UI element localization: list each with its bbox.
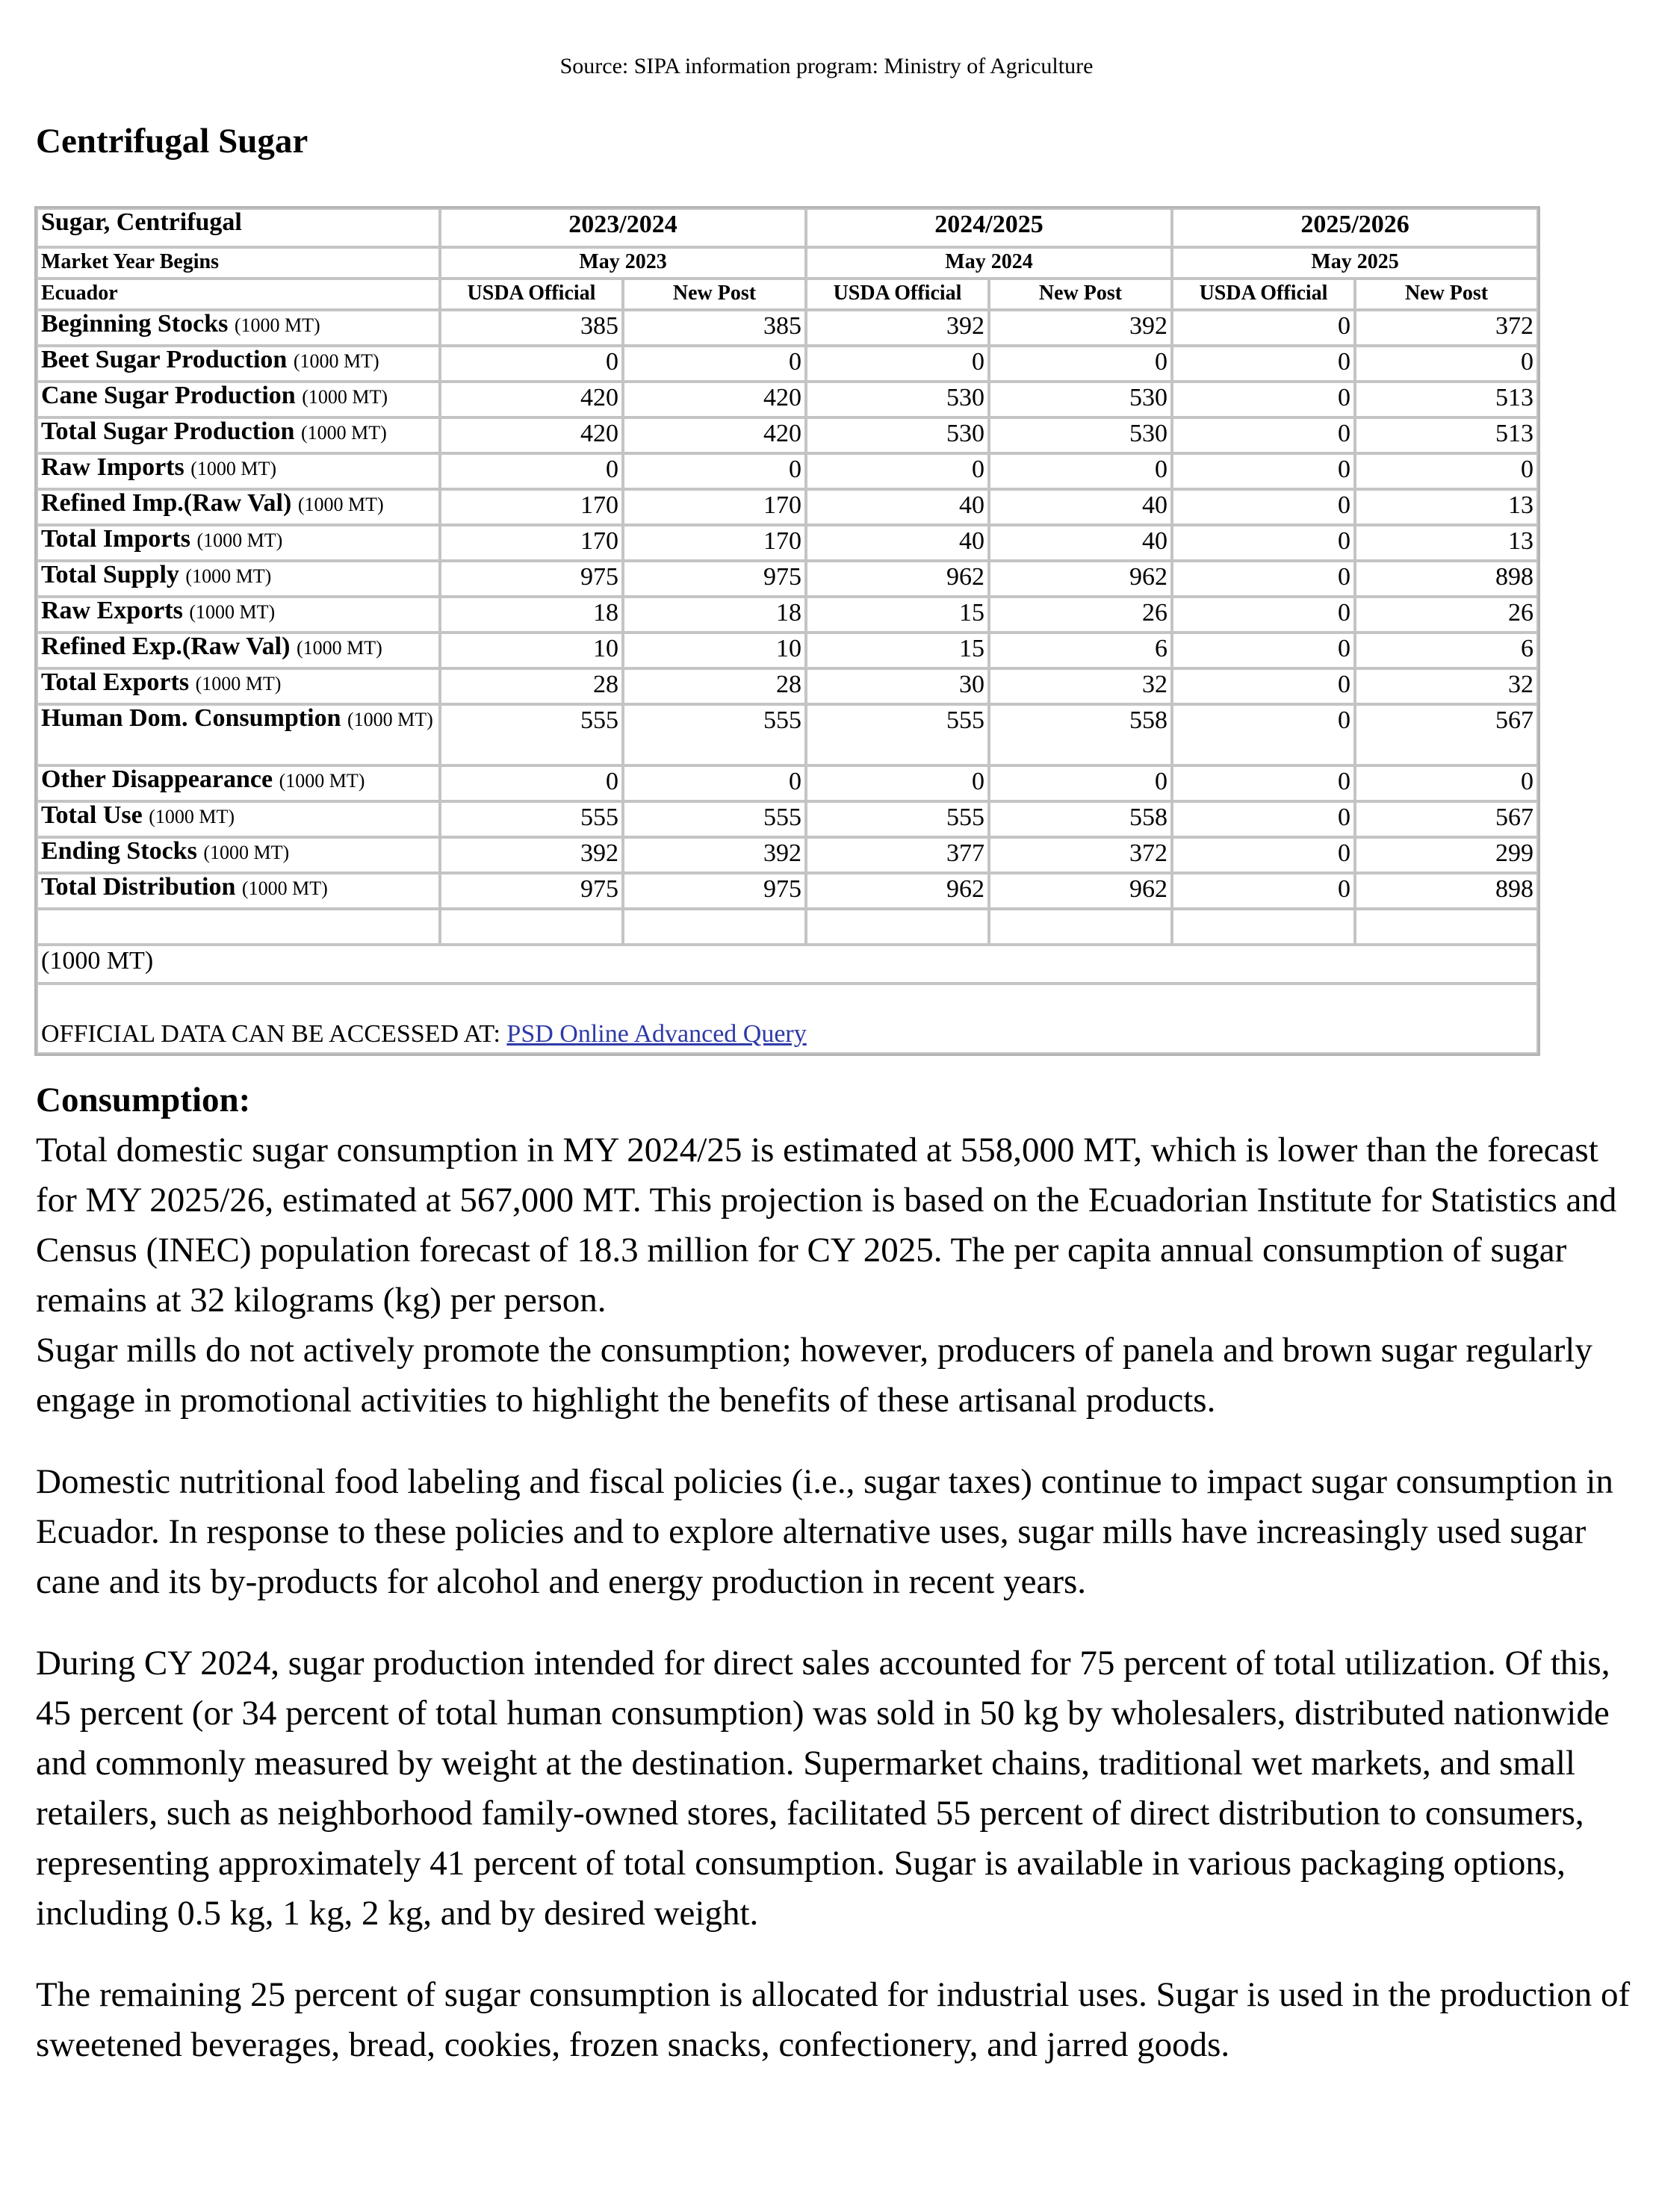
row-label-text: Other Disappearance <box>41 765 273 793</box>
table-cell: 975 <box>440 561 623 597</box>
table-row <box>37 453 1538 489</box>
empty-row <box>37 909 1538 945</box>
row-label-text: Total Sugar Production <box>41 417 295 445</box>
table-row <box>37 310 1538 346</box>
row-label <box>37 561 440 597</box>
table-cell: 0 <box>1172 837 1355 873</box>
row-label <box>37 633 440 668</box>
table-cell: 530 <box>989 382 1172 417</box>
row-label <box>37 489 440 525</box>
table-cell: 530 <box>806 382 989 417</box>
table-cell: 392 <box>623 837 806 873</box>
table-cell: 299 <box>1355 837 1538 873</box>
row-label-text: Total Use <box>41 801 143 829</box>
row-label-text: Total Imports <box>41 525 190 553</box>
table-cell: 392 <box>806 310 989 346</box>
table-cell: 0 <box>989 453 1172 489</box>
year-header: 2023/2024 <box>440 208 806 247</box>
table-cell: 0 <box>1172 668 1355 704</box>
row-label <box>37 704 440 765</box>
market-year-begins: May 2025 <box>1172 247 1538 279</box>
table-row <box>37 561 1538 597</box>
corner-market-year: Market Year Begins <box>37 247 440 279</box>
table-cell: 372 <box>989 837 1172 873</box>
units-row <box>37 945 1538 984</box>
table-cell: 0 <box>989 346 1172 382</box>
table-cell: 32 <box>1355 668 1538 704</box>
table-cell: 0 <box>623 765 806 801</box>
table-cell: 555 <box>806 801 989 837</box>
paragraph: During CY 2024, sugar production intended for direct sales accounted for 75 percent of total utilization. Of this, 45 percent (or 34 percent of total human consumption) was sold in 50 kg by wholesalers, distributed nationwide and commonly measured by weight at the destination. Supermarket chains, traditional wet markets, and small retailers, such as neighborhood family-owned stores, facilitated 55 percent of direct distribution to consumers, representing approximately 41 percent of total consumption. Sugar is available in various packaging options, including 0.5 kg, 1 kg, 2 kg, and by desired weight. <box>36 1644 1610 1933</box>
table-cell: 420 <box>623 382 806 417</box>
corner-commodity: Sugar, Centrifugal <box>37 208 440 247</box>
section-title: Centrifugal Sugar <box>36 122 308 161</box>
table-row <box>37 417 1538 453</box>
row-label-text: Human Dom. Consumption <box>41 704 341 732</box>
header-row-years <box>37 208 1538 247</box>
row-unit: (1000 MT) <box>297 494 384 515</box>
table-row <box>37 525 1538 561</box>
table-cell: 26 <box>989 597 1172 633</box>
row-label-text: Raw Imports <box>41 453 184 481</box>
table-cell: 0 <box>1172 873 1355 909</box>
table-row <box>37 382 1538 417</box>
row-unit: (1000 MT) <box>293 350 379 372</box>
row-label <box>37 453 440 489</box>
year-header: 2025/2026 <box>1172 208 1538 247</box>
row-unit: (1000 MT) <box>279 770 365 792</box>
table-cell: 0 <box>806 765 989 801</box>
table-cell: 420 <box>440 382 623 417</box>
units-note: (1000 MT) <box>37 945 1538 984</box>
table-cell: 0 <box>440 765 623 801</box>
table-cell: 567 <box>1355 704 1538 765</box>
table-cell: 0 <box>1172 704 1355 765</box>
row-unit: (1000 MT) <box>190 458 277 479</box>
table-cell: 555 <box>806 704 989 765</box>
table-cell: 962 <box>989 561 1172 597</box>
year-header: 2024/2025 <box>806 208 1172 247</box>
table-cell: 0 <box>806 453 989 489</box>
table-cell: 0 <box>1355 453 1538 489</box>
row-unit: (1000 MT) <box>203 842 290 863</box>
row-unit: (1000 MT) <box>234 314 320 336</box>
row-label <box>37 525 440 561</box>
table-cell: 6 <box>989 633 1172 668</box>
table-cell: 975 <box>623 561 806 597</box>
table-cell: 0 <box>1172 801 1355 837</box>
row-label <box>37 801 440 837</box>
table-cell: 6 <box>1355 633 1538 668</box>
table-cell: 40 <box>989 525 1172 561</box>
table-cell: 962 <box>989 873 1172 909</box>
row-unit: (1000 MT) <box>196 529 283 551</box>
row-label-text: Total Supply <box>41 561 179 588</box>
table-cell: 30 <box>806 668 989 704</box>
table-cell: 962 <box>806 873 989 909</box>
table-cell: 420 <box>623 417 806 453</box>
table-cell: 392 <box>440 837 623 873</box>
table-row <box>37 837 1538 873</box>
table-cell: 567 <box>1355 801 1538 837</box>
psd-online-link[interactable]: PSD Online Advanced Query <box>506 1020 807 1048</box>
table-cell: 530 <box>989 417 1172 453</box>
row-label-text: Total Distribution <box>41 873 236 901</box>
table-cell: 0 <box>1172 382 1355 417</box>
table-cell: 170 <box>623 489 806 525</box>
column-source-header: USDA Official <box>440 279 623 310</box>
table-cell: 32 <box>989 668 1172 704</box>
table-cell: 26 <box>1355 597 1538 633</box>
table-cell: 40 <box>806 525 989 561</box>
row-label-text: Refined Imp.(Raw Val) <box>41 489 292 517</box>
table-cell: 0 <box>1172 346 1355 382</box>
table-cell: 975 <box>623 873 806 909</box>
table-row <box>37 873 1538 909</box>
table-cell: 0 <box>623 453 806 489</box>
table-cell: 10 <box>623 633 806 668</box>
table-cell: 18 <box>623 597 806 633</box>
access-note: OFFICIAL DATA CAN BE ACCESSED AT: <box>41 1020 507 1048</box>
row-label <box>37 346 440 382</box>
table-row <box>37 765 1538 801</box>
table-cell: 420 <box>440 417 623 453</box>
row-label <box>37 310 440 346</box>
table-cell: 13 <box>1355 489 1538 525</box>
row-unit: (1000 MT) <box>347 709 433 730</box>
row-unit: (1000 MT) <box>302 386 388 408</box>
table-cell: 0 <box>1355 346 1538 382</box>
row-unit: (1000 MT) <box>189 601 276 623</box>
table-cell: 377 <box>806 837 989 873</box>
table-cell: 0 <box>1172 633 1355 668</box>
table-cell: 975 <box>440 873 623 909</box>
table-cell: 0 <box>1172 453 1355 489</box>
market-year-begins: May 2023 <box>440 247 806 279</box>
access-row <box>37 984 1538 1054</box>
row-label-text: Ending Stocks <box>41 837 197 865</box>
table-cell: 0 <box>1172 765 1355 801</box>
row-label <box>37 417 440 453</box>
table-cell: 385 <box>623 310 806 346</box>
table-cell: 28 <box>440 668 623 704</box>
row-unit: (1000 MT) <box>300 422 387 444</box>
paragraph: The remaining 25 percent of sugar consumption is allocated for industrial uses. Sugar is used in the production of sweetened beverages, bread, cookies, frozen snacks, confectionery, and jarred goods. <box>36 1975 1631 2064</box>
row-unit: (1000 MT) <box>185 565 272 587</box>
table-cell: 513 <box>1355 382 1538 417</box>
table-cell: 0 <box>1355 765 1538 801</box>
row-label <box>37 837 440 873</box>
table-cell: 0 <box>806 346 989 382</box>
table-cell: 15 <box>806 597 989 633</box>
row-label-text: Refined Exp.(Raw Val) <box>41 633 291 660</box>
table-cell: 555 <box>623 801 806 837</box>
table-cell: 0 <box>1172 489 1355 525</box>
corner-country: Ecuador <box>37 279 440 310</box>
table-cell: 530 <box>806 417 989 453</box>
table-cell: 0 <box>1172 417 1355 453</box>
table-cell: 10 <box>440 633 623 668</box>
row-label-text: Raw Exports <box>41 597 183 624</box>
table-cell: 0 <box>1172 310 1355 346</box>
table-cell: 0 <box>989 765 1172 801</box>
psd-table <box>34 206 1540 1056</box>
row-label <box>37 597 440 633</box>
table-cell: 555 <box>623 704 806 765</box>
table-cell: 898 <box>1355 561 1538 597</box>
row-label-text: Cane Sugar Production <box>41 382 296 409</box>
table-cell: 0 <box>440 346 623 382</box>
table-cell: 15 <box>806 633 989 668</box>
row-label <box>37 668 440 704</box>
table-cell: 170 <box>440 525 623 561</box>
paragraph: Domestic nutritional food labeling and fiscal policies (i.e., sugar taxes) continue to impact sugar consumption in Ecuador. In response to these policies and to explore alternative uses, sugar mills have increasingly used sugar cane and its by-products for alcohol and energy production in recent years. <box>36 1462 1613 1601</box>
paragraph: Sugar mills do not actively promote the consumption; however, producers of panela and brown sugar regularly engage in promotional activities to highlight the benefits of these artisanal products. <box>36 1331 1592 1420</box>
column-source-header: USDA Official <box>1172 279 1355 310</box>
paragraph: Total domestic sugar consumption in MY 2024/25 is estimated at 558,000 MT, which is lower than the forecast for MY 2025/26, estimated at 567,000 MT. This projection is based on the Ecuadorian Institute for Statistics and Census (INEC) population forecast of 18.3 million for CY 2025. The per capita annual consumption of sugar remains at 32 kilograms (kg) per person. <box>36 1131 1617 1320</box>
row-label <box>37 765 440 801</box>
consumption-heading: Consumption: <box>36 1081 251 1119</box>
table-cell: 392 <box>989 310 1172 346</box>
column-source-header: New Post <box>623 279 806 310</box>
table-cell: 0 <box>1172 597 1355 633</box>
table-row <box>37 346 1538 382</box>
consumption-section <box>36 1075 1642 2101</box>
row-label-text: Beginning Stocks <box>41 310 229 338</box>
table-row <box>37 597 1538 633</box>
table-row <box>37 668 1538 704</box>
row-label <box>37 382 440 417</box>
table-cell: 372 <box>1355 310 1538 346</box>
table-row <box>37 633 1538 668</box>
table-cell: 558 <box>989 801 1172 837</box>
header-row-sources <box>37 279 1538 310</box>
table-cell: 513 <box>1355 417 1538 453</box>
row-label <box>37 873 440 909</box>
row-unit: (1000 MT) <box>241 877 328 899</box>
row-label-text: Beet Sugar Production <box>41 346 288 373</box>
row-label-text: Total Exports <box>41 668 190 696</box>
table-cell: 40 <box>989 489 1172 525</box>
table-cell: 555 <box>440 801 623 837</box>
table-row <box>37 489 1538 525</box>
header-row-begins <box>37 247 1538 279</box>
table-cell: 962 <box>806 561 989 597</box>
table-row <box>37 801 1538 837</box>
table-cell: 0 <box>440 453 623 489</box>
table-cell: 18 <box>440 597 623 633</box>
column-source-header: New Post <box>1355 279 1538 310</box>
table-cell: 0 <box>1172 525 1355 561</box>
row-unit: (1000 MT) <box>149 806 235 827</box>
row-unit: (1000 MT) <box>195 673 282 695</box>
table-row <box>37 704 1538 765</box>
table-cell: 0 <box>1172 561 1355 597</box>
table-cell: 170 <box>623 525 806 561</box>
market-year-begins: May 2024 <box>806 247 1172 279</box>
access-note-cell <box>37 984 1538 1054</box>
column-source-header: New Post <box>989 279 1172 310</box>
table-cell: 170 <box>440 489 623 525</box>
table-cell: 0 <box>623 346 806 382</box>
row-unit: (1000 MT) <box>296 637 382 659</box>
table-cell: 558 <box>989 704 1172 765</box>
table-cell: 40 <box>806 489 989 525</box>
table-cell: 28 <box>623 668 806 704</box>
source-note: Source: SIPA information program: Ministry of Agriculture <box>559 54 1094 78</box>
table-cell: 555 <box>440 704 623 765</box>
table-cell: 13 <box>1355 525 1538 561</box>
table-cell: 385 <box>440 310 623 346</box>
table-cell: 898 <box>1355 873 1538 909</box>
column-source-header: USDA Official <box>806 279 989 310</box>
